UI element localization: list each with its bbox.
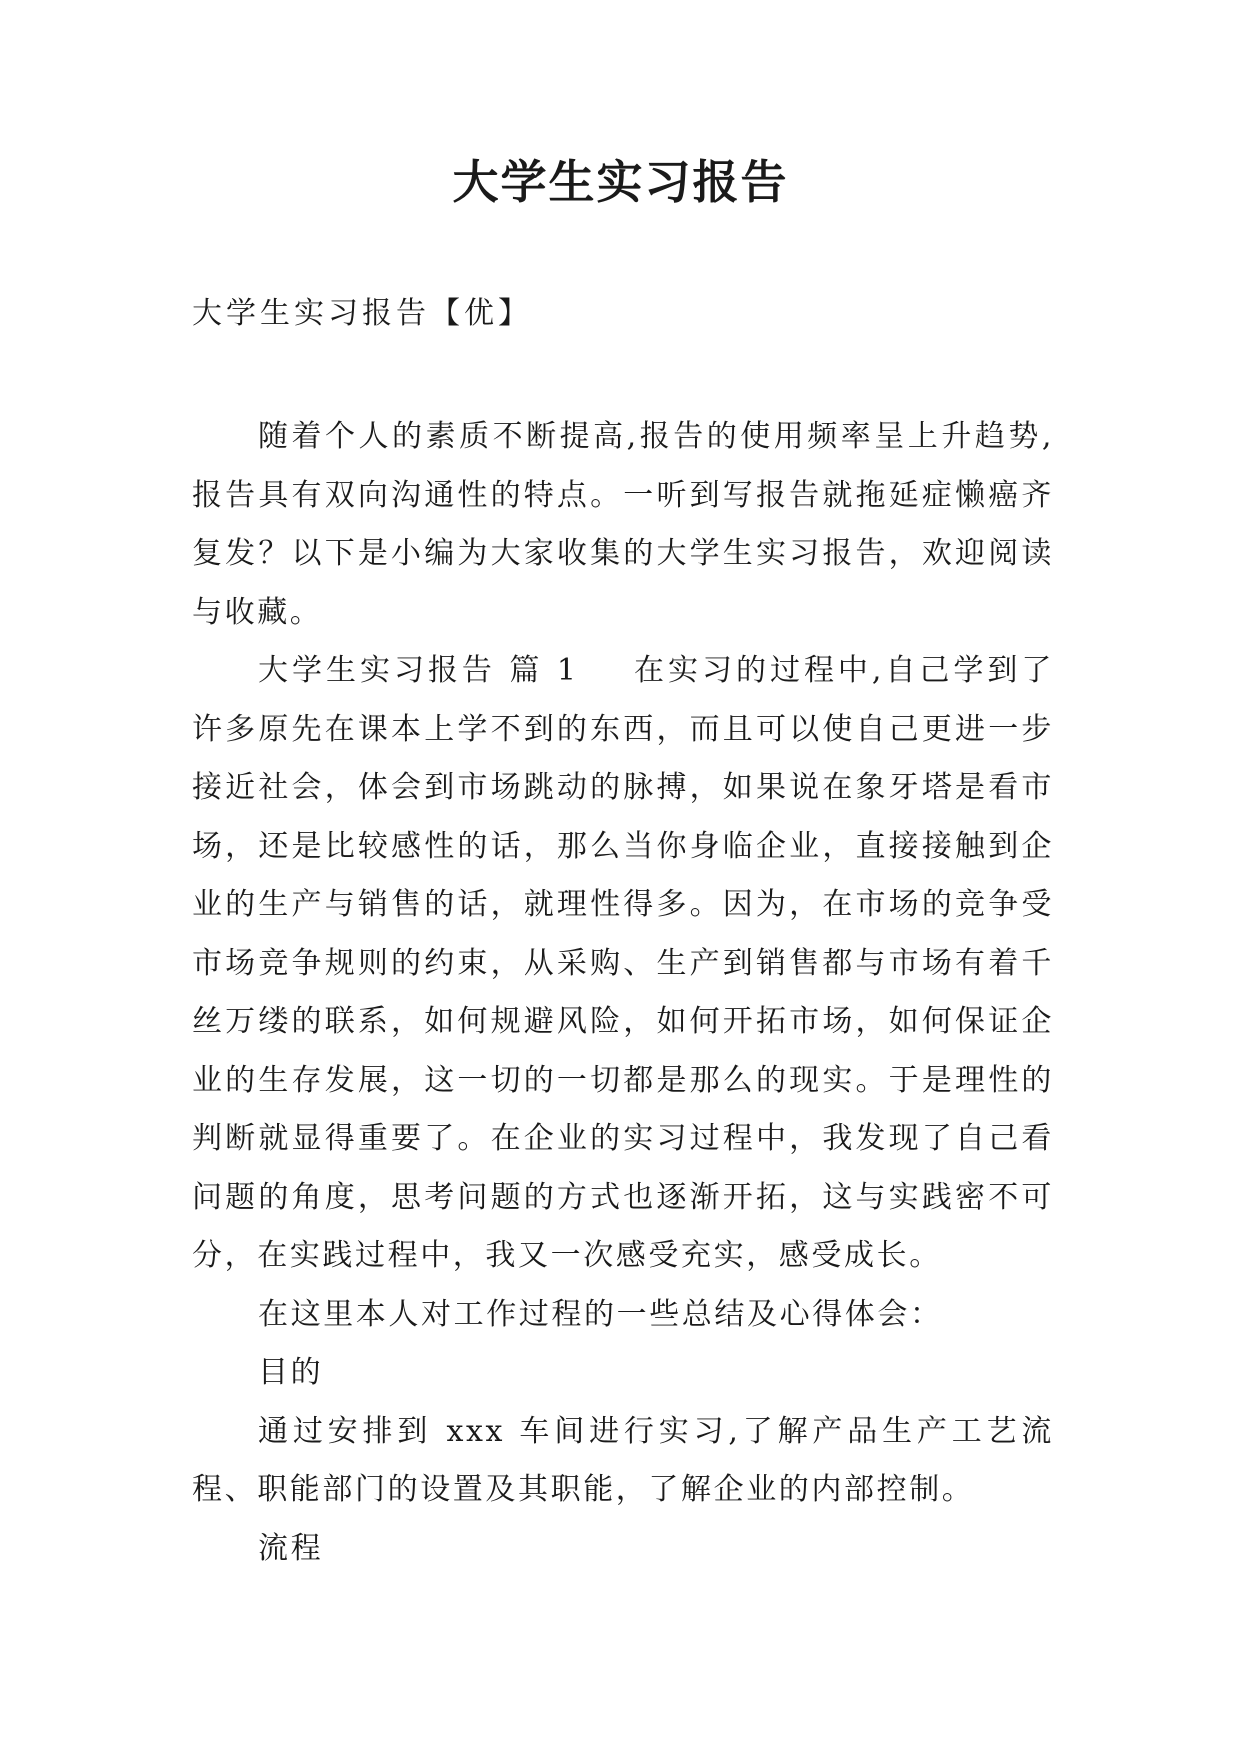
section-heading: 大学生实习报告 篇 1 xyxy=(258,653,579,688)
paragraph-text: 流程 xyxy=(258,1530,324,1566)
paragraph-text: 在实习的过程中,自己学到了许多原先在课本上学不到的东西，而且可以使自己更进一步接近社会，体会到市场跳动的脉搏，如果说在象牙塔是看市场，还是比较感性的话，那么当你身临企业，直接接触到企业的生产与销售的话，就理性得多。因为，在市场的竞争受市场竞争规则的约束，从采购、生产到销售都与市场有着千丝万缕的联系，如何规避风险，如何开拓市场，如何保证企业的生存发展，这一切的一切都是那么的现实。于是理性的判断就显得重要了。在企业的实习过程中，我发现了自己看问题的角度，思考问题的方式也逐渐开拓，这与实践密不可分，在实践过程中，我又一次感受充实，感受成长。 xyxy=(192,653,1054,1273)
document-title: 大学生实习报告 xyxy=(452,155,789,209)
paragraph-heading-purpose xyxy=(192,1344,1054,1403)
paragraph-intro xyxy=(192,408,1054,642)
paragraph-heading-process xyxy=(192,1520,1054,1579)
paragraph-text: 在这里本人对工作过程的一些总结及心得体会： xyxy=(258,1296,943,1332)
document-subtitle: 大学生实习报告【优】 xyxy=(192,296,532,331)
paragraph-section-1 xyxy=(192,642,1054,1286)
paragraph-text: 目的 xyxy=(258,1355,324,1390)
paragraph-text: 随着个人的素质不断提高,报告的使用频率呈上升趋势,报告具有双向沟通性的特点。一听到写报告就拖延症懒癌齐复发？以下是小编为大家收集的大学生实习报告，欢迎阅读与收藏。 xyxy=(192,419,1054,630)
paragraph-text: 通过安排到 xxx 车间进行实习,了解产品生产工艺流程、职能部门的设置及其职能，了解企业的内部控制。 xyxy=(192,1413,1054,1507)
paragraph-purpose xyxy=(192,1403,1054,1520)
document-body xyxy=(192,408,1054,1578)
paragraph-summary-intro xyxy=(192,1286,1054,1345)
